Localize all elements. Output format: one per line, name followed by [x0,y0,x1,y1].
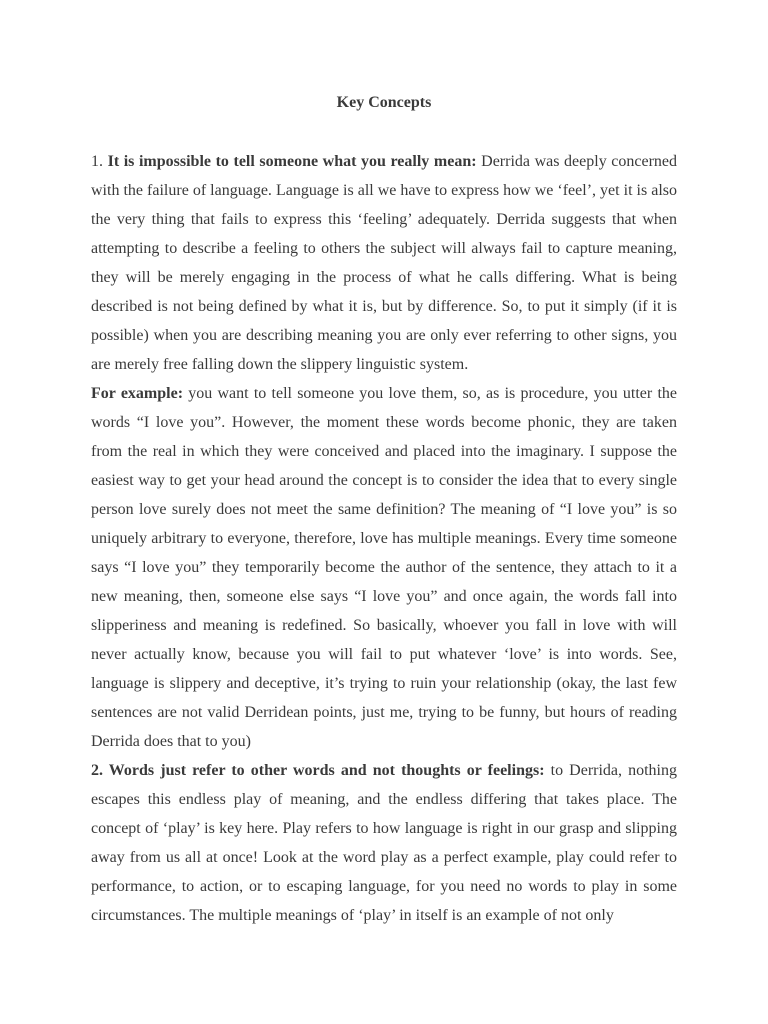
paragraph-1-text: Derrida was deeply concerned with the failure of language. Language is all we have to express how we ‘feel’, yet it is also the very thing that fails to express this ‘feeling’ adequately. Derrida suggests that when attempting to describe a feeling to others the subject will always fail to capture meaning, they will be merely engaging in the process of what he calls differing. What is being described is not being defined by what it is, but by difference. So, to put it simply (if it is possible) when you are describing meaning you are only ever referring to other signs, you are merely free falling down the slippery linguistic system. [91,153,678,373]
paragraph-2-heading: 2. Words just refer to other words and not thoughts or feelings: [91,762,545,779]
document-body [91,147,677,930]
paragraph-2-text: to Derrida, nothing escapes this endless play of meaning, and the endless differing that takes place. The concept of ‘play’ is key here. Play refers to how language is right in our grasp and slipping away from us all at once! Look at the word play as a perfect example, play could refer to performance, to action, or to escaping language, for you need no words to play in some circumstances. The multiple meanings of ‘play’ in itself is an example of not only [91,762,678,924]
paragraph-example [91,379,677,756]
paragraph-1-number: 1. [91,153,103,170]
page-title: Key Concepts [336,94,432,111]
paragraph-example-text: you want to tell someone you love them, so, as is procedure, you utter the words “I love you”. However, the moment these words become phonic, they are taken from the real in which they were conceived and placed into the imaginary. I suppose the easiest way to get your head around the concept is to consider the idea that to every single person love surely does not meet the same definition? The meaning of “I love you” is so uniquely arbitrary to everyone, therefore, love has multiple meanings. Every time someone says “I love you” they temporarily become the author of the sentence, they attach to it a new meaning, then, someone else says “I love you” and once again, the words fall into slipperiness and meaning is redefined. So basically, whoever you fall in love with will never actually know, because you will fail to put whatever ‘love’ is into words. See, language is slippery and deceptive, it’s trying to ruin your relationship (okay, the last few sentences are not valid Derridean points, just me, trying to be funny, but hours of reading Derrida does that to you) [91,385,677,750]
paragraph-1 [91,147,677,379]
paragraph-1-heading: It is impossible to tell someone what you really mean: [107,153,477,170]
paragraph-2 [91,756,677,930]
paragraph-example-heading: For example: [91,385,184,402]
